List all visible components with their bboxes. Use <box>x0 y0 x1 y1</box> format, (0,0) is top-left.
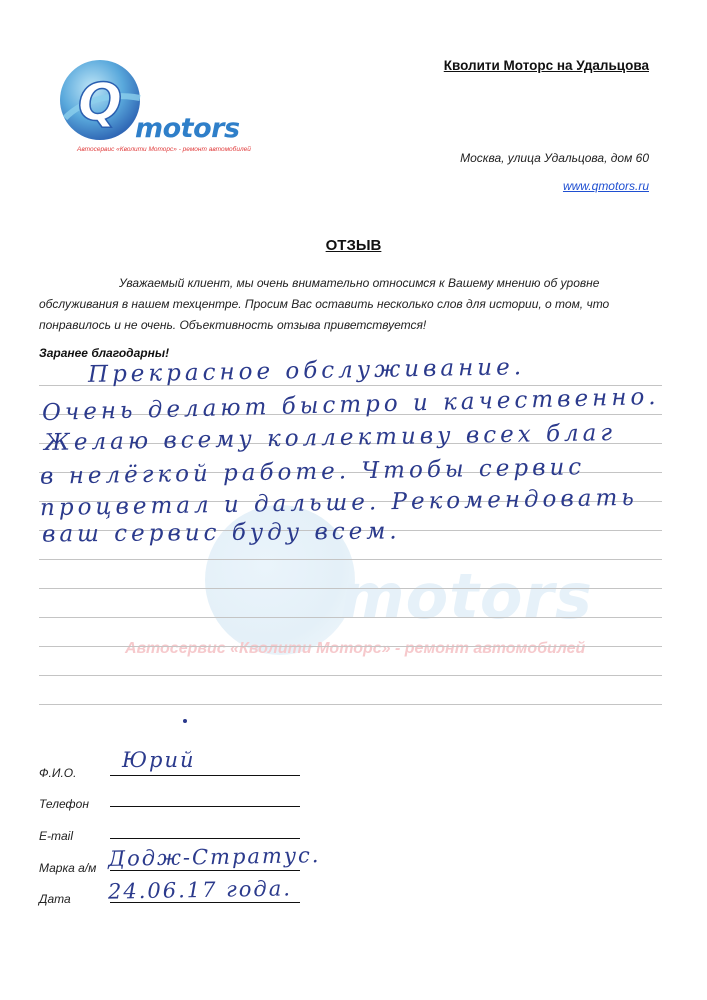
email-field[interactable] <box>110 838 300 839</box>
logo-letter: Q <box>77 73 123 133</box>
review-line: Очень делают быстро и качественно. <box>41 383 660 427</box>
intro-text: Уважаемый клиент, мы очень внимательно относимся к Вашему мнению об уровне обслуживания в нашем техцентре. Просим Вас оставить несколько слов для истории, о том, что понравилось и не очень. Объективность отзыва приветствуется! <box>39 276 610 332</box>
ruled-line <box>39 559 662 560</box>
review-line: Желаю всему коллективу всех благ <box>43 420 617 456</box>
qmotors-logo <box>55 58 251 158</box>
ruled-line <box>39 675 662 676</box>
logo-word: motors <box>135 113 240 144</box>
field-label-date: Дата <box>39 892 71 906</box>
form-title: ОТЗЫВ <box>325 237 382 254</box>
logo-tagline: Автосервис «Кволити Моторс» - ремонт автомобилей <box>77 146 251 153</box>
review-line: в нелёгкой работе. Чтобы сервис <box>39 454 586 490</box>
field-label-name: Ф.И.О. <box>39 766 77 780</box>
company-name: Кволити Моторс на Удальцова <box>443 58 649 73</box>
field-label-phone: Телефон <box>39 797 89 811</box>
thanks-text: Заранее благодарны! <box>39 346 170 360</box>
name-value: Юрий <box>122 748 196 772</box>
field-label-car: Марка а/м <box>39 861 97 875</box>
review-line: процветал и дальше. Рекомендовать <box>39 484 639 522</box>
date-value: 24.06.17 года. <box>107 876 293 904</box>
field-label-email: E-mail <box>39 829 74 843</box>
ruled-line <box>39 646 662 647</box>
car-value: Додж-Стратус. <box>107 843 321 871</box>
review-line: Прекрасное обслуживание. <box>87 354 526 388</box>
company-address: Москва, улица Удальцова, дом 60 <box>460 151 649 165</box>
ruled-line <box>39 617 662 618</box>
review-line: ваш сервис буду всем. <box>41 518 401 548</box>
ink-dot <box>183 719 187 723</box>
watermark-logo-word: motors <box>340 560 593 633</box>
ruled-line <box>39 704 662 705</box>
watermark-tagline: Автосервис «Кволити Моторс» - ремонт автомобилей <box>125 640 586 657</box>
ruled-line <box>39 588 662 589</box>
website-link[interactable]: www.qmotors.ru <box>562 179 649 193</box>
phone-field[interactable] <box>110 806 300 807</box>
name-field[interactable] <box>110 775 300 776</box>
